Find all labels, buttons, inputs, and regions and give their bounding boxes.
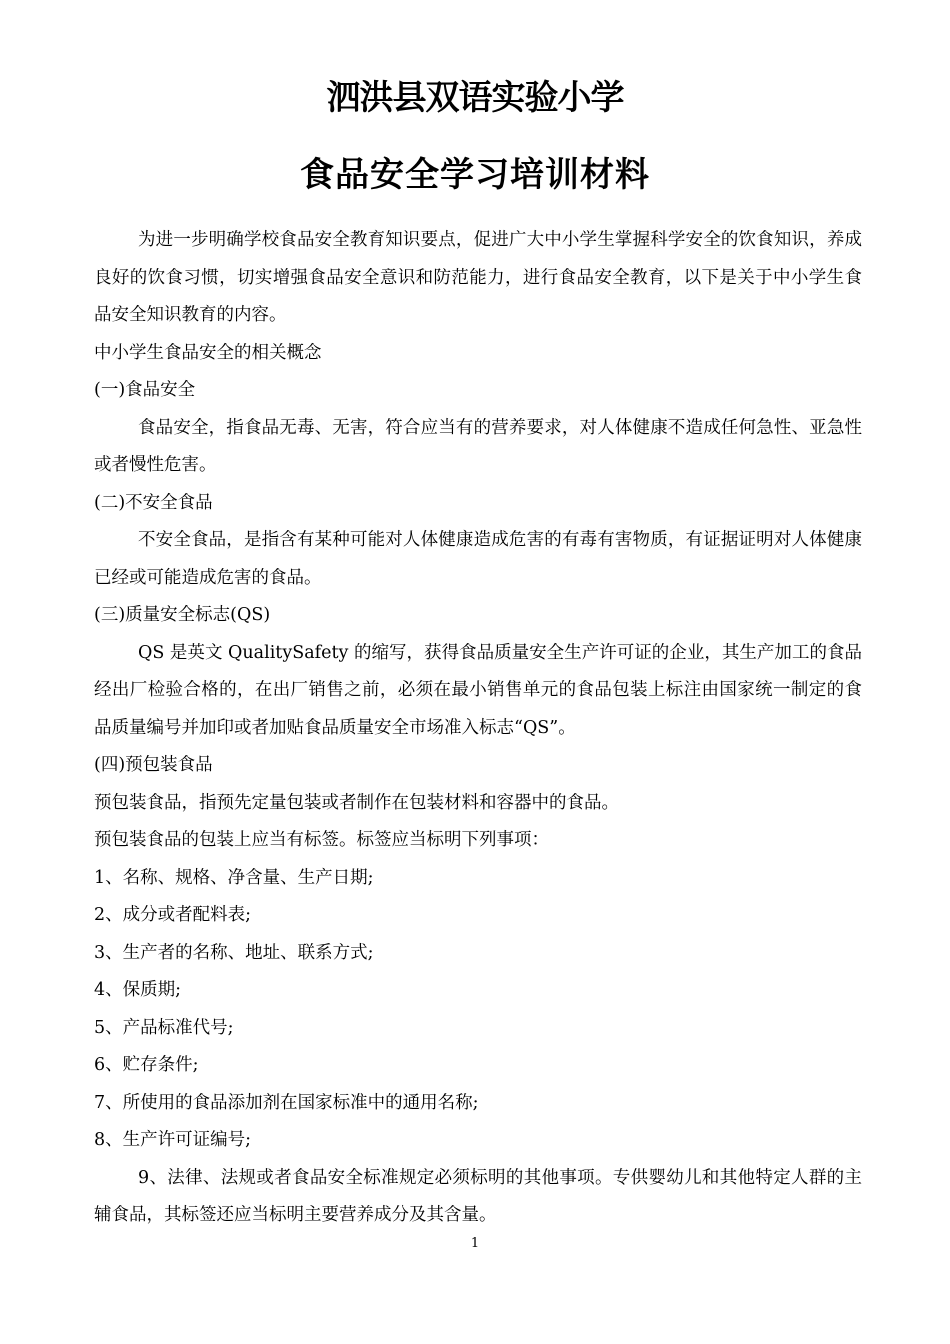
document-title: 食品安全学习培训材料	[300, 155, 650, 195]
section4-heading: (四)预包装食品	[94, 755, 213, 775]
list-item: 1、名称、规格、净含量、生产日期;	[94, 867, 374, 888]
section4-text: 预包装食品，指预先定量包装或者制作在包装材料和容器中的食品。	[94, 792, 619, 813]
concepts-heading: 中小学生食品安全的相关概念	[94, 342, 322, 363]
list-item: 8、生产许可证编号;	[94, 1130, 252, 1150]
section3-heading: (三)质量安全标志(QS)	[94, 605, 271, 625]
document-body	[94, 222, 862, 1235]
section1-text: 食品安全，指食品无毒、无害，符合应当有的营养要求，对人体健康不造成任何急性、亚急性或者慢性危害。	[94, 417, 862, 475]
label-intro: 预包装食品的包装上应当有标签。标签应当标明下列事项：	[94, 830, 549, 850]
section3-text: QS 是英文 QualitySafety 的缩写，获得食品质量安全生产许可证的企业，其生产加工的食品经出厂检验合格的，在出厂销售之前，必须在最小销售单元的食品包装上标注由国家统一制定的食品质量编号并加印或者加贴食品质量安全市场准入标志“QS”。	[94, 642, 862, 738]
list-item: 3、生产者的名称、地址、联系方式;	[94, 942, 374, 963]
list-item: 5、产品标准代号;	[94, 1017, 234, 1038]
section2-text: 不安全食品，是指含有某种可能对人体健康造成危害的有毒有害物质，有证据证明对人体健康已经或可能造成危害的食品。	[94, 530, 862, 588]
list-item: 2、成分或者配料表;	[94, 905, 252, 925]
section2-heading: (二)不安全食品	[94, 492, 213, 513]
intro-paragraph: 为进一步明确学校食品安全教育知识要点，促进广大中小学生掌握科学安全的饮食知识，养成良好的饮食习惯，切实增强食品安全意识和防范能力，进行食品安全教育，以下是关于中小学生食品安全知识教育的内容。	[94, 230, 862, 325]
list-item: 7、所使用的食品添加剂在国家标准中的通用名称;	[94, 1092, 479, 1113]
list-item: 6、贮存条件;	[94, 1055, 199, 1075]
page-number: 1	[470, 1236, 480, 1251]
section1-heading: (一)食品安全	[94, 380, 196, 400]
list-item: 9、法律、法规或者食品安全标准规定必须标明的其他事项。专供婴幼儿和其他特定人群的主辅食品，其标签还应当标明主要营养成分及其含量。	[94, 1167, 862, 1225]
list-item: 4、保质期;	[94, 980, 182, 1000]
school-title: 泗洪县双语实验小学	[326, 78, 624, 118]
